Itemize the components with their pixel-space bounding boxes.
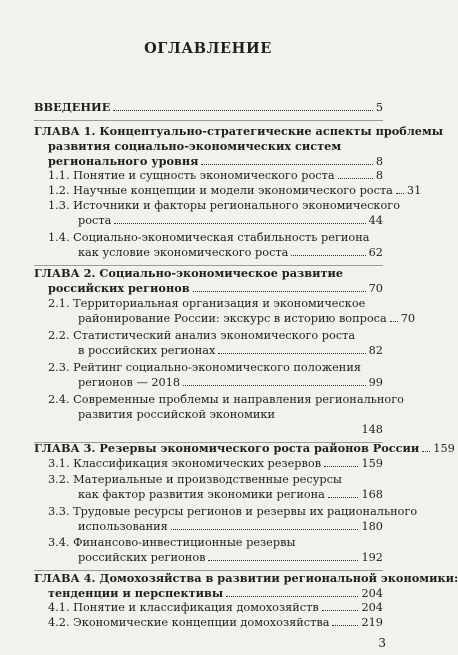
toc-chapter-3 [34, 441, 455, 456]
toc-entry-4-2 [48, 616, 383, 630]
toc-entry-2-1-line-2 [78, 312, 416, 326]
toc-page-number: 70 [400, 312, 416, 325]
toc-entry-text: регионов — 2018 [78, 376, 181, 389]
leader-dots [193, 291, 366, 292]
toc-entry-3-1 [48, 457, 383, 471]
toc-entry-text: как условие экономического роста [78, 246, 289, 259]
leader-dots [328, 497, 359, 498]
toc-entry-1-4-line-1: 1.4. Социально-экономическая стабильность региона [48, 231, 370, 244]
toc-entry-1-3-line-2 [78, 214, 383, 228]
leader-dots [208, 560, 358, 561]
toc-page-number: 159 [361, 457, 383, 470]
leader-dots [322, 610, 359, 611]
toc-page-number: 148 [361, 423, 383, 436]
toc-entry-text: 4.2. Экономические концепции домохозяйства [48, 616, 330, 629]
toc-entry-text: российских регионов [78, 551, 206, 564]
toc-page-number: 31 [406, 184, 422, 197]
toc-entry-text: тенденции и перспективы [48, 586, 224, 600]
leader-dots [218, 353, 365, 354]
toc-page-number: 8 [375, 155, 383, 168]
toc-entry-text: 4.1. Понятие и классификация домохозяйств [48, 601, 319, 614]
leader-dots [422, 451, 430, 452]
toc-entry-2-4-line-1: 2.4. Современные проблемы и направления регионального [48, 393, 404, 406]
toc-entry-2-2-line-1: 2.2. Статистический анализ экономического роста [48, 329, 356, 342]
leader-dots [332, 625, 358, 626]
leader-dots [171, 529, 359, 530]
toc-page-number: 159 [433, 442, 455, 455]
leader-dots [324, 466, 358, 467]
toc-entry-2-4-line-2: развития российской экономики [78, 408, 275, 421]
toc-entry-text: регионального уровня [48, 154, 199, 168]
toc-entry-2-2-line-2 [78, 344, 383, 358]
toc-entry-text: роста [78, 214, 112, 227]
leader-dots [396, 193, 404, 194]
toc-entry-text: 1.2. Научные концепции и модели экономического роста [48, 184, 393, 197]
toc-entry-text: 1.1. Понятие и сущность экономического роста [48, 169, 335, 182]
toc-entry-text: районирование России: экскурс в историю вопроса [78, 312, 387, 325]
toc-entry-intro [34, 100, 383, 115]
page-title: ОГЛАВЛЕНИЕ [144, 40, 272, 57]
toc-chapter-1-line-2: развития социально-экономических систем [48, 139, 342, 153]
toc-entry-3-4-line-1: 3.4. Финансово-инвестиционные резервы [48, 536, 296, 549]
leader-dots [114, 223, 365, 224]
toc-entry-1-1 [48, 169, 383, 183]
toc-chapter-4-line-2 [48, 586, 383, 601]
toc-page-number: 192 [361, 551, 383, 564]
toc-entry-text: российских регионов [48, 281, 190, 295]
toc-page-number: 204 [361, 587, 383, 600]
leader-dots [226, 596, 358, 597]
toc-entry-text: ВВЕДЕНИЕ [34, 100, 111, 114]
toc-page-number: 8 [375, 169, 383, 182]
toc-page-number: 82 [368, 344, 383, 357]
page-number: 3 [378, 636, 386, 650]
toc-page-number: 99 [368, 376, 383, 389]
toc-page-number: 168 [361, 488, 383, 501]
toc-entry-1-4-line-2 [78, 246, 383, 260]
leader-dots [338, 178, 373, 179]
toc-chapter-4-line-1: ГЛАВА 4. Домохозяйства в развитии региональной экономики: [34, 571, 458, 585]
toc-chapter-2-line-1: ГЛАВА 2. Социально-экономическое развитие [34, 266, 344, 280]
toc-entry-4-1 [48, 601, 383, 615]
toc-page-number: 219 [361, 616, 383, 629]
divider [34, 120, 383, 121]
leader-dots [390, 321, 398, 322]
toc-entry-1-2 [48, 184, 422, 198]
leader-dots [113, 110, 372, 111]
toc-entry-3-3-line-1: 3.3. Трудовые ресурсы регионов и резервы их рационального [48, 505, 418, 518]
toc-entry-3-3-line-2 [78, 520, 383, 534]
toc-entry-2-1-line-1: 2.1. Территориальная организация и экономическое [48, 297, 366, 310]
toc-chapter-2-line-2 [48, 281, 383, 296]
toc-page-number: 70 [368, 282, 383, 295]
leader-dots [183, 385, 366, 386]
toc-chapter-1-line-1: ГЛАВА 1. Концептуально-стратегические аспекты проблемы [34, 124, 444, 138]
leader-dots [291, 255, 365, 256]
toc-entry-text: в российских регионах [78, 344, 216, 357]
toc-page-number: 204 [361, 601, 383, 614]
toc-entry-3-2-line-1: 3.2. Материальные и производственные ресурсы [48, 473, 342, 486]
toc-entry-text: использования [78, 520, 168, 533]
toc-page-number: 180 [361, 520, 383, 533]
toc-entry-2-3-line-1: 2.3. Рейтинг социально-экономического положения [48, 361, 361, 374]
toc-entry-3-4-line-2 [78, 551, 383, 565]
toc-page-number: 44 [368, 214, 383, 227]
toc-entry-2-3-line-2 [78, 376, 383, 390]
toc-entry-text: ГЛАВА 3. Резервы экономического роста районов России [34, 441, 420, 455]
toc-entry-3-2-line-2 [78, 488, 383, 502]
toc-chapter-1-line-3 [48, 154, 383, 169]
toc-entry-text: 3.1. Классификация экономических резервов [48, 457, 322, 470]
leader-dots [201, 164, 372, 165]
toc-page-number: 5 [375, 101, 383, 114]
toc-page-number: 62 [368, 246, 383, 259]
toc-entry-1-3-line-1: 1.3. Источники и факторы регионального экономического [48, 199, 401, 212]
toc-entry-text: как фактор развития экономики региона [78, 488, 325, 501]
